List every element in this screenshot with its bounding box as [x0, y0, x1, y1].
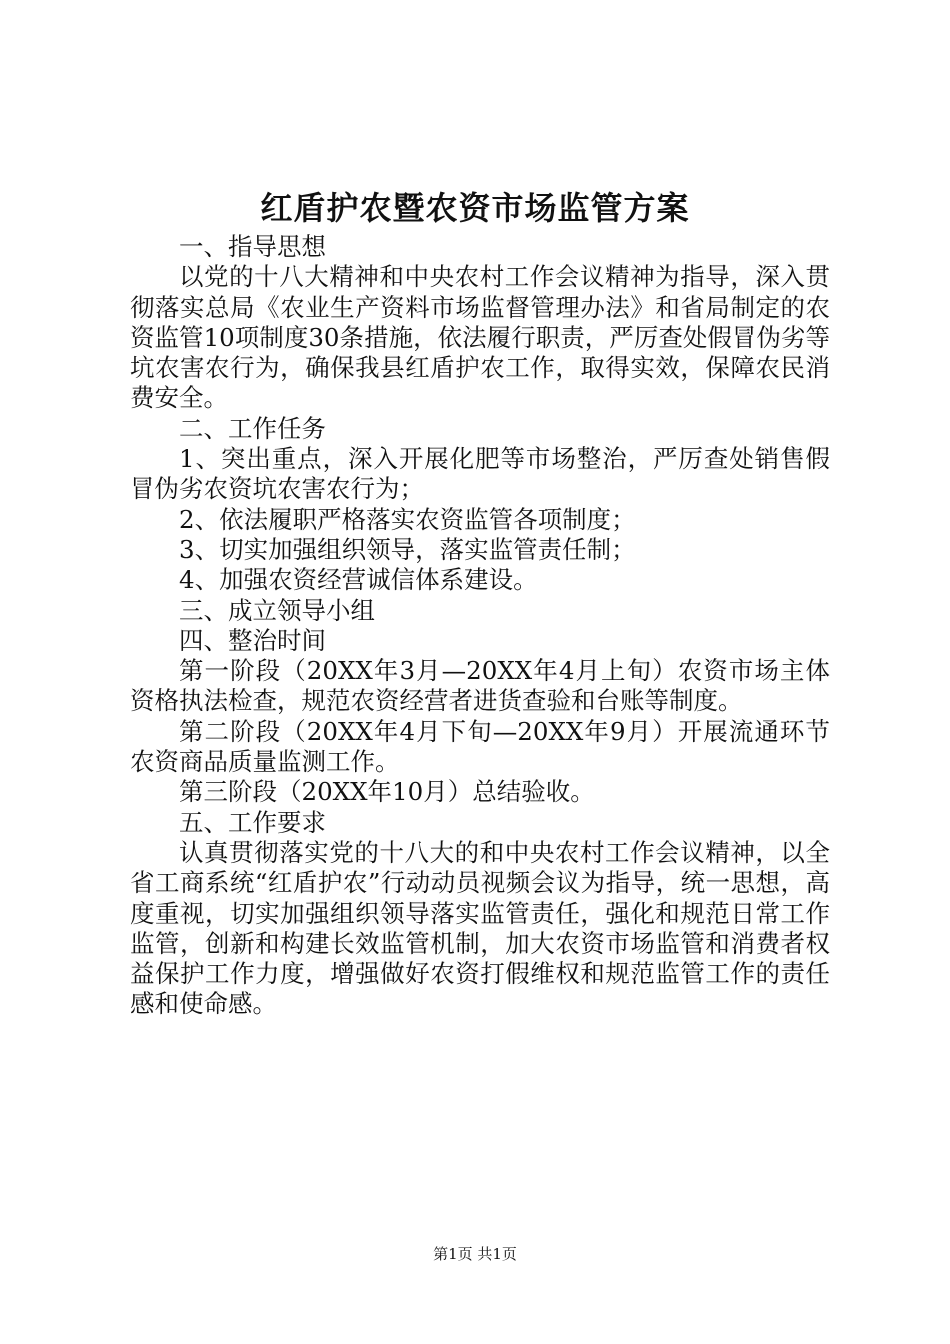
- schedule-phase-2: 第二阶段（20XX年4月下旬—20XX年9月）开展流通环节农资商品质量监测工作。: [130, 716, 830, 777]
- document-body: [130, 232, 830, 1020]
- schedule-phase-1: 第一阶段（20XX年3月—20XX年4月上旬）农资市场主体资格执法检查，规范农资经营者进货查验和台账等制度。: [130, 656, 830, 716]
- page-total: 共1页: [477, 1245, 517, 1263]
- section-heading-work-tasks: 二、工作任务: [179, 413, 326, 443]
- paragraph-requirements: 认真贯彻落实党的十八大的和中央农村工作会议精神，以全省工商系统“红盾护农”行动动员视频会议为指导，统一思想，高度重视，切实加强组织领导落实监管责任，强化和规范日常工作监管，创新和构建长效监管机制，加大农资市场监管和消费者权益保护工作力度，增强做好农资打假维权和规范监管工作的责任感和使命感。: [130, 837, 830, 1019]
- section-heading-leadership-group: 三、成立领导小组: [179, 595, 375, 625]
- task-item-2: 2、依法履职严格落实农资监管各项制度；: [179, 504, 636, 534]
- page-number: 第1页: [433, 1245, 473, 1263]
- paragraph-guiding-ideology: 以党的十八大精神和中央农村工作会议精神为指导，深入贯彻落实总局《农业生产资料市场监督管理办法》和省局制定的农资监管10项制度30条措施，依法履行职责，严厉查处假冒伪劣等坑农害农行为，确保我县红盾护农工作，取得实效，保障农民消费安全。: [130, 262, 830, 413]
- section-heading-guiding-ideology: 一、指导思想: [179, 232, 326, 261]
- section-heading-schedule: 四、整治时间: [179, 625, 326, 655]
- section-heading-requirements: 五、工作要求: [179, 807, 326, 837]
- task-item-4: 4、加强农资经营诚信体系建设。: [179, 565, 538, 595]
- task-item-3: 3、切实加强组织领导，落实监管责任制；: [179, 534, 636, 564]
- task-item-1: 1、突出重点，深入开展化肥等市场整治，严厉查处销售假冒伪劣农资坑农害农行为；: [130, 444, 830, 504]
- schedule-phase-3: 第三阶段（20XX年10月）总结验收。: [179, 777, 595, 807]
- page-footer: [0, 1244, 950, 1264]
- document-title: 红盾护农暨农资市场监管方案: [260, 189, 690, 227]
